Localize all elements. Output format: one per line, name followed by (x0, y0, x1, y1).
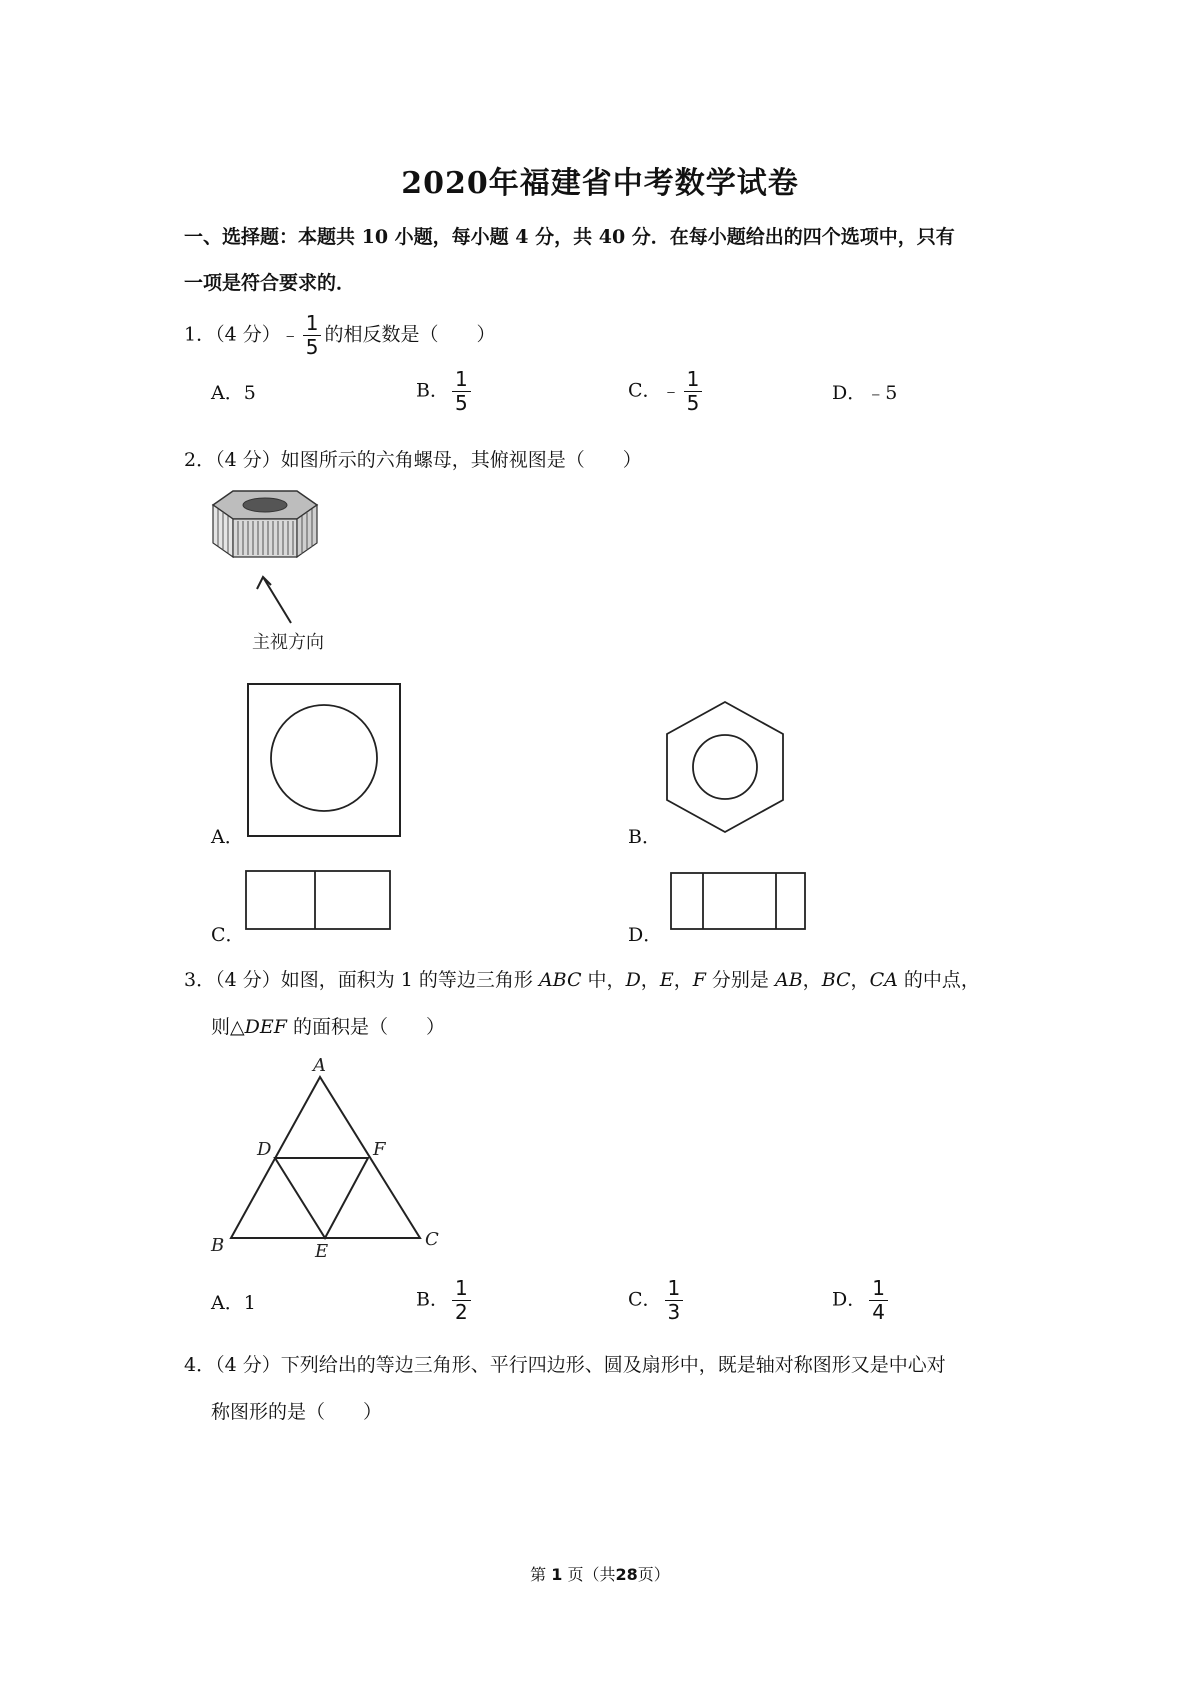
vertex-c: C (425, 1229, 439, 1250)
q1-fraction-den: 5 (305, 335, 319, 359)
fraction-num: 1 (452, 1277, 471, 1301)
q3-def: DEF (244, 1016, 287, 1038)
option-label: A． (211, 1292, 244, 1314)
q2-option-d-label: D． (628, 924, 663, 946)
vertex-a: A (313, 1055, 326, 1076)
q3-option-b (416, 1277, 474, 1324)
q1-option-d (832, 378, 897, 405)
question-3-line1 (184, 965, 980, 992)
q3-d: D (625, 969, 641, 991)
fraction-den: 2 (454, 1300, 468, 1324)
q3-text: 中， (581, 969, 626, 991)
option-label: C． (628, 1288, 662, 1311)
q2-option-a-label: A． (211, 826, 244, 848)
view-direction-caption: 主视方向 (252, 632, 324, 653)
option-value: ﹣5 (866, 382, 898, 404)
q3-text: 分别是 (705, 969, 775, 991)
q3-text: 3．（4 分）如图，面积为 1 的等边三角形 (184, 969, 539, 991)
q3-text: ， (802, 969, 822, 991)
q3-text: 的面积是（ ） (286, 1016, 445, 1038)
q2-option-d-figure (670, 872, 808, 932)
fraction-den: 5 (454, 391, 468, 415)
q1-minus: ﹣ (280, 323, 300, 346)
option-label: C． (628, 379, 662, 402)
question-1 (184, 312, 495, 359)
option-fraction (869, 1277, 888, 1324)
fraction-num: 1 (452, 368, 471, 392)
q1-fraction (303, 312, 322, 359)
option-label: D． (832, 382, 867, 404)
option-value: 1 (243, 1292, 256, 1314)
option-fraction (684, 368, 703, 415)
question-2: 2．（4 分）如图所示的六角螺母，其俯视图是（ ） (184, 449, 642, 471)
q2-option-b-label: B． (628, 826, 661, 848)
vertex-d: D (257, 1139, 272, 1160)
hex-nut-figure (205, 485, 325, 645)
q3-f: F (692, 969, 706, 991)
rectangle-outline (246, 871, 390, 929)
caption-svg (250, 628, 370, 658)
q2-option-c-figure (245, 870, 393, 932)
triangle-def (275, 1158, 368, 1238)
total-pages: 28 (615, 1565, 638, 1584)
option-label: B． (416, 1288, 449, 1311)
q3-option-d (832, 1277, 891, 1324)
q1-fraction-num: 1 (303, 312, 322, 336)
q3-text: 的中点， (897, 969, 980, 991)
rectangle-outline (671, 873, 805, 929)
nut-hole (243, 498, 287, 512)
page-title: 2020年福建省中考数学试卷 (401, 166, 799, 201)
footer-text: 页（共 (567, 1565, 616, 1584)
q2-option-c-label: C． (211, 924, 245, 946)
question-4-line2: 称图形的是（ ） (211, 1401, 383, 1423)
question-3-line2 (211, 1012, 445, 1039)
fraction-num: 1 (684, 368, 703, 392)
fraction-den: 4 (872, 1300, 885, 1324)
footer-text: 页） (637, 1565, 670, 1584)
option-fraction (665, 1277, 684, 1324)
fraction-den: 3 (667, 1300, 681, 1324)
vertex-b: B (211, 1235, 225, 1256)
triangle-figure (205, 1055, 445, 1260)
section-header-line2: 一项是符合要求的． (184, 272, 356, 294)
page-number: 1 (551, 1565, 563, 1584)
option-label: B． (416, 379, 449, 402)
q3-text: ， (850, 969, 870, 991)
option-value: 5 (243, 382, 256, 404)
view-direction-arrow (263, 577, 291, 623)
option-fraction (452, 368, 471, 415)
q3-option-c (628, 1277, 686, 1324)
vertex-f: F (373, 1139, 386, 1160)
fraction-num: 1 (869, 1277, 888, 1301)
q3-e: E (659, 969, 674, 991)
q2-option-b-figure (665, 700, 790, 835)
q3-text: ， (673, 969, 693, 991)
option-label: A． (211, 382, 244, 404)
q3-abc: ABC (538, 969, 582, 991)
q1-option-c (628, 368, 705, 415)
fraction-den: 5 (686, 391, 700, 415)
option-fraction (452, 1277, 471, 1324)
q3-text: ， (640, 969, 660, 991)
hexagon-outline (667, 702, 783, 832)
vertex-e: E (315, 1241, 329, 1262)
q2-option-a-figure (247, 683, 402, 838)
q3-text: 则△ (211, 1016, 245, 1038)
q1-option-b (416, 368, 474, 415)
q1-option-a (211, 378, 256, 405)
page-footer (0, 1562, 1200, 1585)
option-minus: ﹣ (661, 379, 681, 402)
q3-bc: BC (821, 969, 851, 991)
q3-ca: CA (869, 969, 898, 991)
circle-outline (693, 735, 757, 799)
q1-suffix: 的相反数是（ ） (324, 323, 496, 346)
section-header-line1: 一、选择题：本题共 10 小题，每小题 4 分，共 40 分．在每小题给出的四个选项中，只有 (184, 226, 955, 248)
question-4-line1: 4．（4 分）下列给出的等边三角形、平行四边形、圆及扇形中，既是轴对称图形又是中心对 (184, 1354, 946, 1376)
option-label: D． (832, 1288, 867, 1311)
q3-option-a (211, 1288, 256, 1315)
q3-ab: AB (774, 969, 803, 991)
fraction-num: 1 (665, 1277, 684, 1301)
footer-text: 第 (530, 1565, 547, 1584)
circle-outline (271, 705, 377, 811)
q1-prefix: 1．（4 分） (184, 323, 281, 346)
